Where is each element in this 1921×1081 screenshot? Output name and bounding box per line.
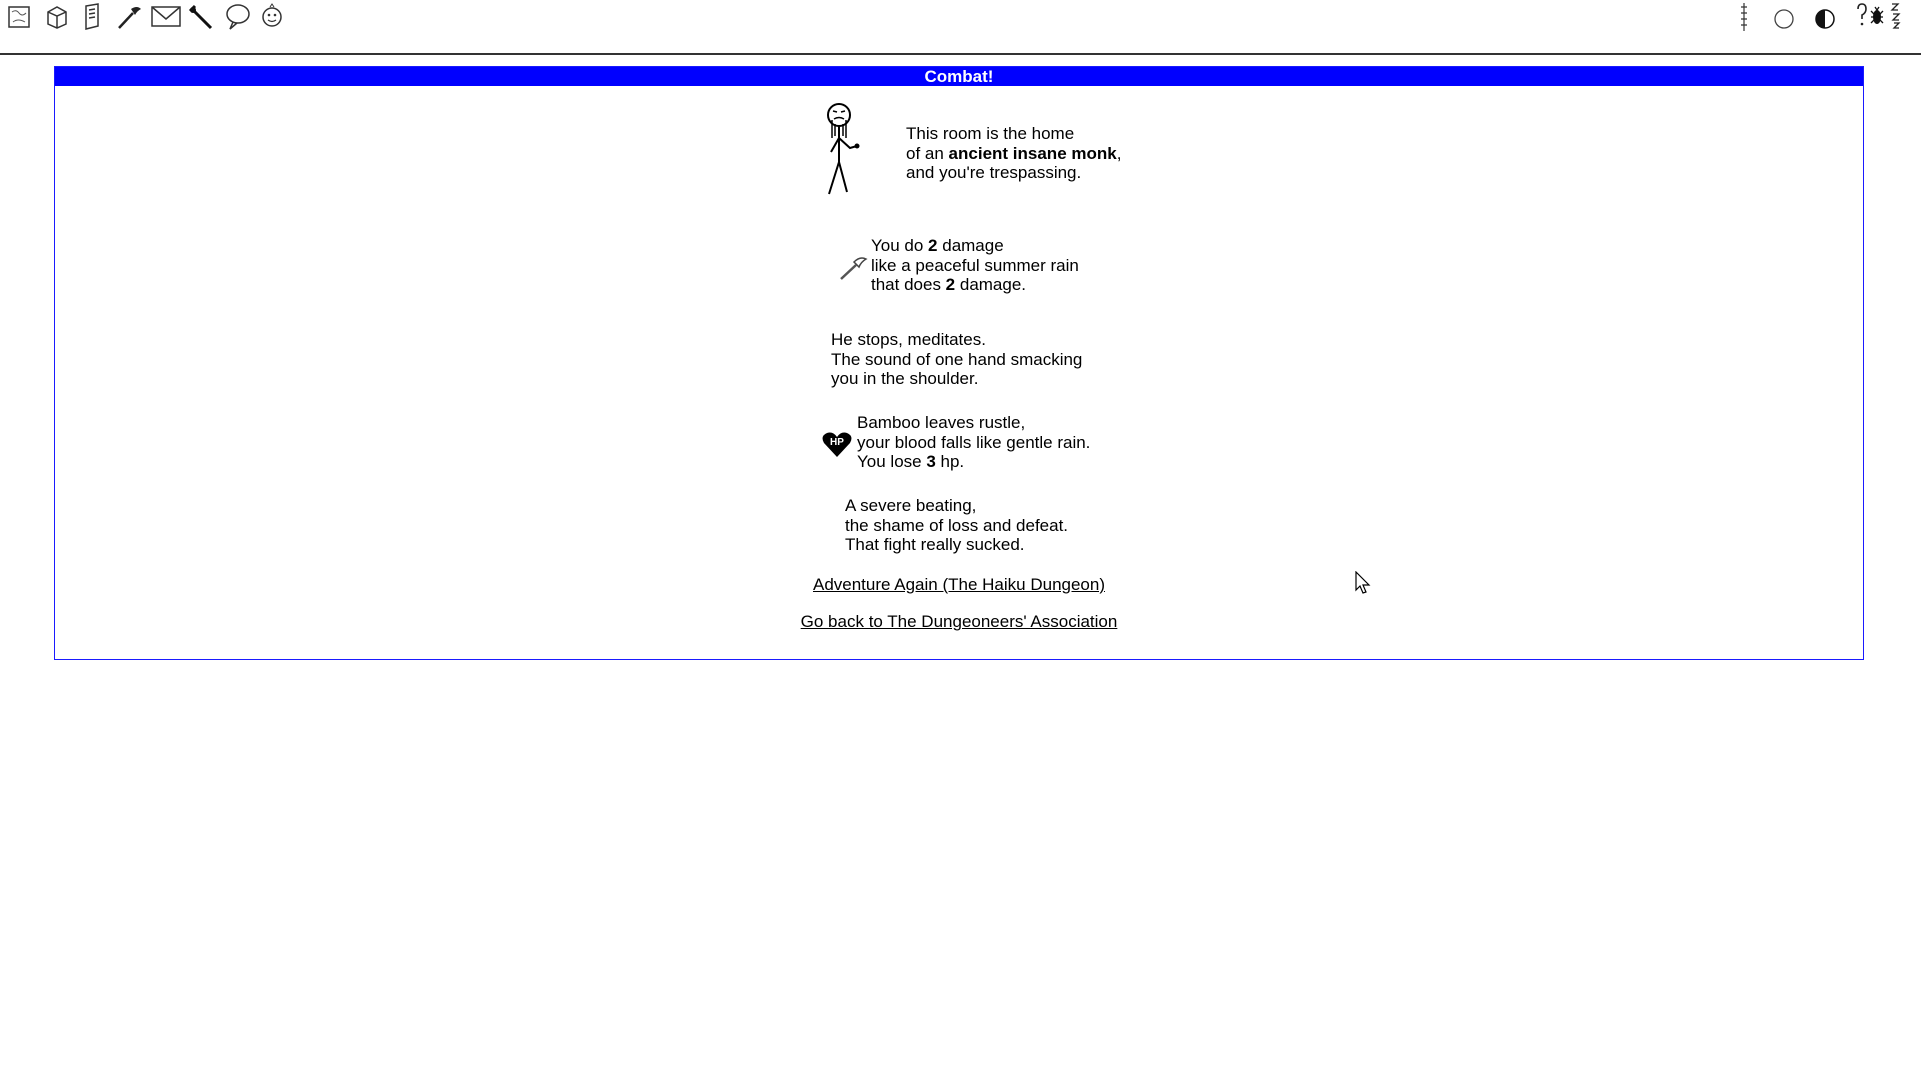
crafting-icon[interactable] [187,4,215,30]
hp-lost-value: 3 [926,452,936,471]
top-toolbar [0,0,1921,55]
hp-loss-text [857,413,1090,472]
attack-line-1: You do 2 damage [871,236,1004,255]
monk-stick-figure-image [817,100,865,205]
damage-value-2: 2 [945,275,956,294]
adventure-again-link[interactable]: Adventure Again (The Haiku Dungeon) [812,575,1105,594]
weapon-icon [838,255,868,286]
skills-icon[interactable] [115,3,143,31]
attack-text [871,236,1079,295]
mouse-cursor-icon [1355,571,1371,600]
monster-name: ancient insane monk [948,143,1117,163]
hp-badge-label: HP [830,437,844,448]
messages-icon[interactable] [150,3,182,29]
enemy-action-text [831,330,1082,389]
defeat-line-3: That fight really sucked. [845,535,1025,554]
attack-line-2: like a peaceful summer rain [871,255,1079,275]
hp-line-3: You lose 3 hp. [857,452,965,471]
hp-heart-icon [821,431,853,459]
damage-value: 2 [928,236,938,255]
defeat-text [845,496,1068,555]
defeat-line-1: A severe beating, [845,496,977,515]
combat-panel [54,66,1864,660]
enemy-line-2: The sound of one hand smacking [831,349,1083,369]
intro-line-1: This room is the home [906,124,1075,143]
bug-report-icon[interactable] [1869,3,1885,29]
help-icon[interactable] [1855,2,1869,28]
character-icon[interactable] [259,3,285,29]
chat-icon[interactable] [224,2,252,30]
defeat-line-2: the shame of loss and defeat. [845,515,1069,535]
combat-title: Combat! [55,67,1863,86]
enemy-line-1: He stops, meditates. [831,330,986,349]
map-icon[interactable] [6,4,32,30]
go-back-link[interactable]: Go back to The Dungeoneers' Association [800,612,1118,631]
intro-text [906,124,1121,183]
moon-half-icon[interactable] [1814,8,1836,30]
quest-log-icon[interactable] [80,2,104,32]
sleep-icon[interactable] [1889,1,1903,31]
intro-line-3: and you're trespassing. [906,163,1082,182]
hp-line-1: Bamboo leaves rustle, [857,413,1026,432]
hp-line-2: your blood falls like gentle rain. [857,432,1091,452]
attack-line-3: that does 2 damage. [871,275,1027,294]
disclaimer-icon[interactable] [1738,1,1750,33]
inventory-icon[interactable] [43,4,71,30]
intro-line-2: of an ancient insane monk, [906,143,1122,163]
moon-full-icon[interactable] [1773,8,1795,30]
enemy-line-3: you in the shoulder. [831,369,979,388]
